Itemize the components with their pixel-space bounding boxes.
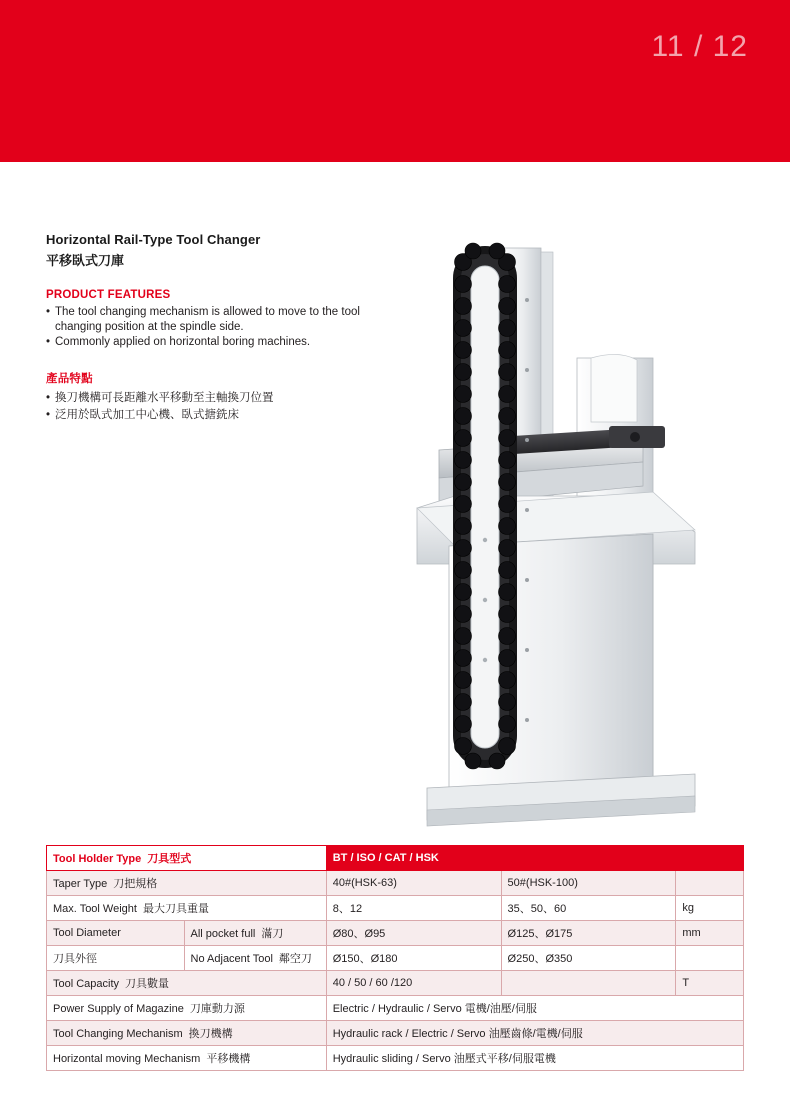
row-value-2: Ø250、Ø350 — [501, 946, 676, 971]
list-item: • 換刀機構可長距離水平移動至主軸換刀位置 — [46, 390, 406, 406]
row-value-2: 35、50、60 — [501, 896, 676, 921]
table-row — [47, 921, 744, 946]
row-unit — [676, 871, 744, 896]
list-item: • The tool changing mechanism is allowed to move to the tool changing position at the spindle side. — [46, 305, 406, 334]
table-row — [47, 996, 744, 1021]
list-item: • 泛用於臥式加工中心機、臥式搪銑床 — [46, 407, 406, 423]
row-label — [47, 996, 327, 1021]
list-item: • Commonly applied on horizontal boring machines. — [46, 335, 406, 350]
row-label — [47, 871, 327, 896]
row-unit: T — [676, 971, 744, 996]
table-row — [47, 946, 744, 971]
row-value-2 — [501, 971, 676, 996]
table-row — [47, 971, 744, 996]
row-unit — [676, 946, 744, 971]
row-value-2: 50#(HSK-100) — [501, 871, 676, 896]
product-features-heading-zh: 產品特點 — [46, 372, 93, 385]
row-label-zh: 最大刀具重量 — [142, 903, 209, 915]
row-sub-label-en: No Adjacent Tool — [190, 953, 273, 965]
product-features-list-en — [46, 305, 406, 350]
row-label — [47, 1021, 327, 1046]
row-value-1: 40#(HSK-63) — [326, 871, 501, 896]
row-unit: kg — [676, 896, 744, 921]
table-header-value: BT / ISO / CAT / HSK — [326, 846, 743, 871]
row-unit: mm — [676, 921, 744, 946]
row-value-1: Ø150、Ø180 — [326, 946, 501, 971]
table-row — [47, 896, 744, 921]
table-header-label-en: Tool Holder Type — [53, 853, 142, 865]
row-sub-label — [184, 946, 326, 971]
row-value-1: 40 / 50 / 60 /120 — [326, 971, 501, 996]
row-label-zh: 換刀機構 — [188, 1028, 233, 1040]
row-value-2: Ø125、Ø175 — [501, 921, 676, 946]
row-label-zh: 刀庫動力源 — [189, 1003, 245, 1015]
table-row — [47, 1046, 744, 1071]
product-features-list-zh — [46, 390, 406, 423]
table-header-label-zh: 刀具型式 — [147, 853, 192, 865]
row-label-en: Tool Changing Mechanism — [53, 1028, 183, 1040]
specification-table — [46, 845, 744, 1071]
row-label-zh: 平移機構 — [206, 1053, 251, 1065]
row-label-en: Max. Tool Weight — [53, 903, 137, 915]
row-label-en: Tool Capacity — [53, 978, 120, 990]
row-label — [47, 896, 327, 921]
row-label-en: Power Supply of Magazine — [53, 1003, 184, 1015]
table-row — [47, 1021, 744, 1046]
row-sub-label-en: All pocket full — [190, 928, 256, 940]
row-label-zh: 刀具數量 — [125, 978, 170, 990]
product-features-heading-en: PRODUCT FEATURES — [46, 289, 171, 301]
row-value-1: Hydraulic rack / Electric / Servo 油壓齒條/電機/伺服 — [326, 1021, 743, 1046]
product-info-column — [46, 232, 406, 443]
page-number: 11 / 12 — [651, 30, 748, 63]
header-band — [0, 0, 790, 162]
table-header-row — [47, 846, 744, 871]
row-label — [47, 921, 185, 946]
table-row — [47, 871, 744, 896]
product-photo — [395, 240, 755, 830]
row-sub-label-zh: 滿刀 — [261, 928, 284, 940]
row-label — [47, 946, 185, 971]
row-label — [47, 1046, 327, 1071]
product-title-en: Horizontal Rail-Type Tool Changer — [46, 232, 261, 247]
row-label-en: Tool Diameter — [53, 927, 121, 939]
row-value-1: 8、12 — [326, 896, 501, 921]
row-label-zh: 刀具外徑 — [53, 953, 97, 965]
product-title-zh: 平移臥式刀庫 — [46, 253, 125, 268]
row-sub-label-zh: 鄰空刀 — [278, 953, 312, 965]
row-label-en: Horizontal moving Mechanism — [53, 1053, 201, 1065]
row-value-1: Hydraulic sliding / Servo 油壓式平移/伺服電機 — [326, 1046, 743, 1071]
row-sub-label — [184, 921, 326, 946]
row-value-1: Electric / Hydraulic / Servo 電機/油壓/伺服 — [326, 996, 743, 1021]
row-value-1: Ø80、Ø95 — [326, 921, 501, 946]
table-header-label — [47, 846, 327, 871]
row-label-zh: 刀把規格 — [113, 878, 158, 890]
row-label — [47, 971, 327, 996]
row-label-en: Taper Type — [53, 878, 108, 890]
